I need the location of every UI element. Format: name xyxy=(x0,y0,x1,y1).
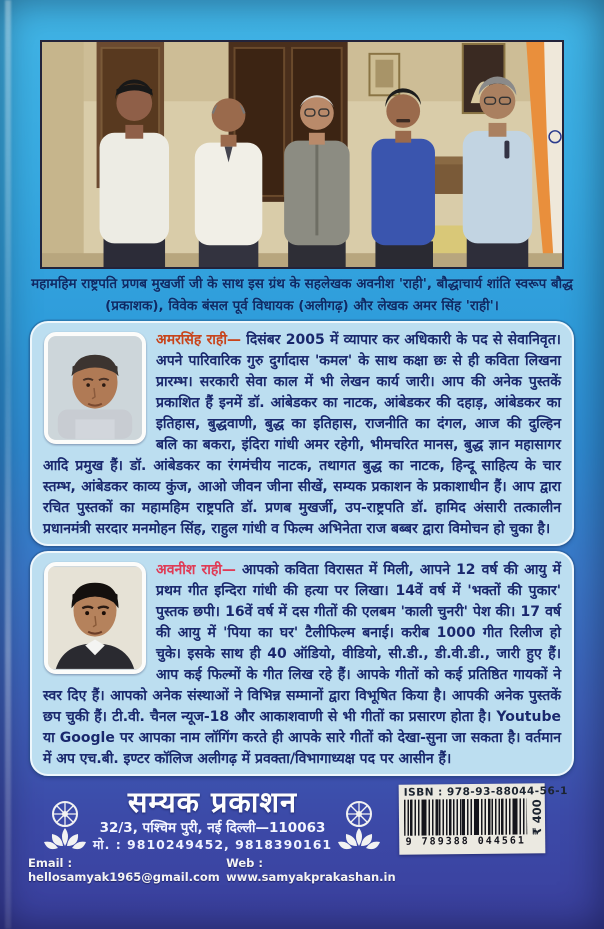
author-portrait-avnish xyxy=(44,562,146,674)
group-photo xyxy=(40,40,564,269)
publisher-mobile: मो. : 9810249452, 9818390161 xyxy=(92,837,333,852)
author-bio: आपको कविता विरासत में मिली, आपने 12 वर्ष की आयु में प्रथम गीत इन्दिरा गांधी की हत्या पर लिखा। 14वें वर्ष में 'भक्तों की पुकार' पुस्तक छपी। 16वें वर्ष में दस गीतों की एलबम 'काली चुनरी' पेश की। 17 वर्ष की आयु में 'पिया का घर' टैलीफिल्म बनाई। करीब 1000 गीत रिलीज हो चुके। इसके साथ ही 40 ऑडियो, वीडियो, सी.डी., डी.वी.डी., जारी हुए हैं। आप कई फिल्मों के गीत लिख रहे हैं। आपके गीतों को कई प्रतिष्ठित गायकों ने स्वर दिए हैं। आपको अनेक संस्थाओं ने विभिन्न सम्मानों द्वारा विभूषित किया है। आपकी अनेक पुस्तकें छप चुकी हैं। टी.वी. चैनल न्यूज-18 और आकाशवाणी से भी गीतों का प्रसारण होता है। Youtube या Google पर आपका नाम लॉगिंग करते ही आपके सारे गीतों को देखा-सुना जा सकता है। वर्तमान में अप एच.बी. इण्टर कॉलिज अलीगढ़ में प्रवक्ता/विभागाध्यक्ष पद पर आसीन हैं। xyxy=(43,562,561,767)
publisher-logo-icon xyxy=(42,798,88,854)
young-author-portrait-icon xyxy=(48,566,142,670)
publisher-email: Email : hellosamyak1965@gmail.com xyxy=(28,856,220,884)
author-name: अवनीश राही— xyxy=(156,562,236,578)
price-tag: ₹ 400 xyxy=(529,799,545,836)
publisher-website: Web : www.samyakprakashan.in xyxy=(226,856,396,884)
photo-caption: महामहिम राष्ट्रपति प्रणब मुखर्जी जी के साथ इस ग्रंथ के सहलेखक अवनीश 'राही', बौद्धाचार्य शांति स्वरूप बौद्ध (प्रकाशक), विवेक बंसल पूर्व विधायक (अलीगढ़) और लेखक अमर सिंह 'राही'। xyxy=(31,276,573,314)
publisher-name: सम्यक प्रकाशन xyxy=(127,785,298,819)
barcode-icon xyxy=(404,798,527,835)
publisher-logo-icon xyxy=(336,798,382,854)
isbn-number: ISBN : 978-93-88044-56-1 xyxy=(403,784,568,799)
barcode-digits: 9 789388 044561 xyxy=(405,835,526,848)
isbn-barcode-label xyxy=(399,783,568,855)
author-portrait-amarsingh xyxy=(44,332,146,444)
author-bio-box-avnish xyxy=(30,551,574,776)
publisher-contact-line xyxy=(28,856,400,884)
author-bio-box-amarsingh xyxy=(30,321,574,546)
author-name: अमरसिंह राही— xyxy=(156,332,241,348)
group-photo-illustration xyxy=(42,42,562,267)
elderly-author-portrait-icon xyxy=(48,336,142,440)
publisher-address: 32/3, पश्चिम पुरी, नई दिल्ली—110063 xyxy=(99,820,326,836)
author-bio: दिसंबर 2005 में व्यापार कर अधिकारी के पद से सेवानिवृत। अपने पारिवारिक गुरु दुर्गादास 'कमल' के साथ कक्षा छः से ही कविता लिखना प्रारम्भ। सरकारी सेवा काल में भी लेखन कार्य जारी। आप की अनेक पुस्तकें प्रकाशित हैं इनमें डॉ. आंबेडकर का नाटक, आंबेडकर की दहाड़, आंबेडकर का इतिहास, बुद्धवाणी, बुद्ध का इतिहास, राजनीति का दंगल, आज की दुल्हिन बलि का बकरा, इंदिरा गांधी अमर रहेगी, भीमचरित मानस, बुद्ध ज्ञान महासागर आदि प्रमुख हैं। डॉ. आंबेडकर का रंगमंचीय नाटक, तथागत बुद्ध का नाटक, हिन्दू साहित्य के चार स्तम्भ, आंबेडकर काव्य कुंज, आओ जीवन जीना सीखें, सम्यक प्रकाशन के प्रकाशाधीन हैं। आप द्वारा रचित पुस्तकों का महामहिम राष्ट्रपति डॉ. प्रणब मुखर्जी, उप-राष्ट्रपति डॉ. हामिद अंसारी तत्कालीन प्रधानमंत्री सरदार मनमोहन सिंह, राहुल गांधी व फिल्म अभिनेता राज बब्बर द्वारा विमोचन हो चुका है। xyxy=(43,332,561,537)
